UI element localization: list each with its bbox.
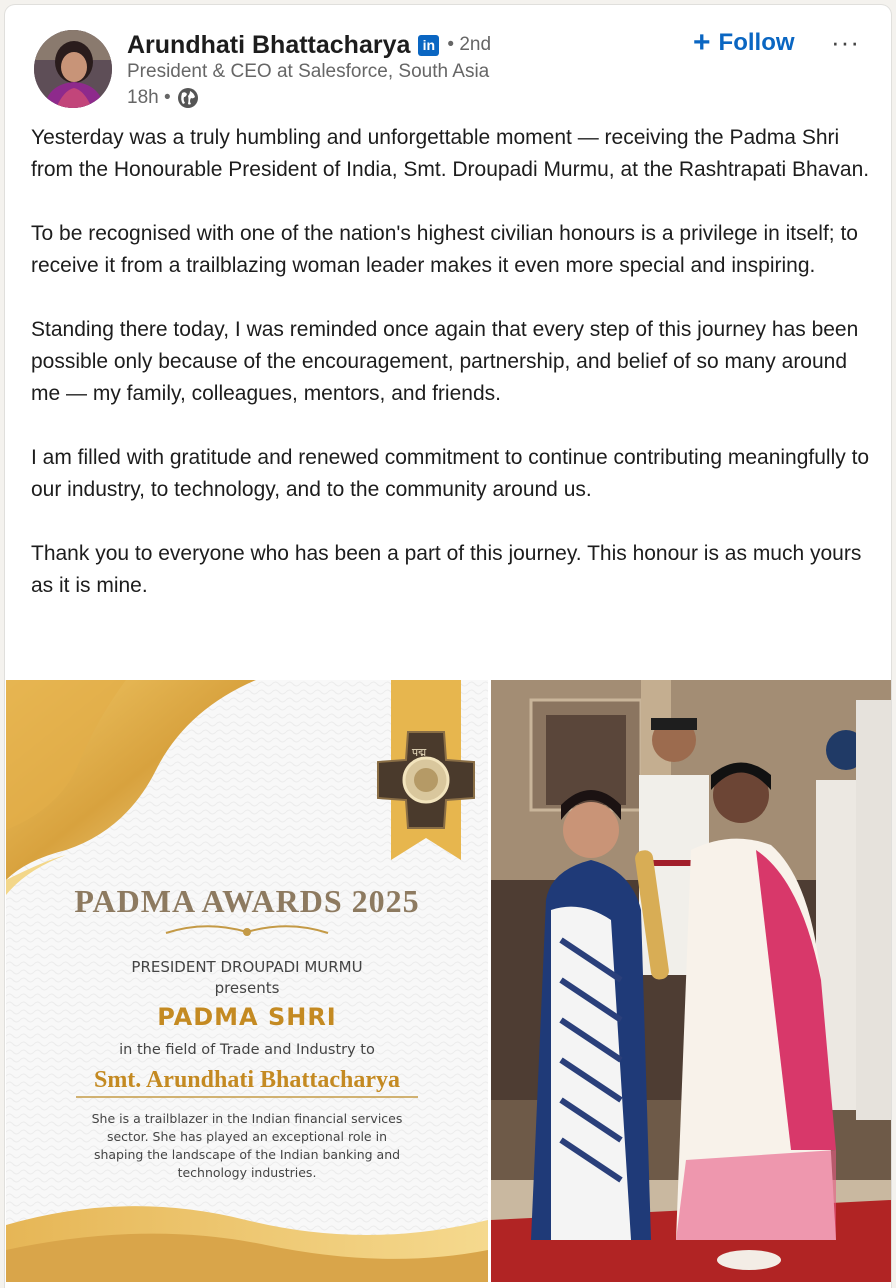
- post-paragraph-2: To be recognised with one of the nation's highest civilian honours is a privilege in itself; to receive it from a trailblazing woman leader makes it even more special and inspiring.: [31, 222, 858, 277]
- ceremony-photo[interactable]: [491, 680, 891, 1282]
- globe-icon: [177, 87, 199, 109]
- post-time: 18h •: [127, 87, 171, 108]
- more-options-icon[interactable]: ···: [831, 27, 860, 57]
- author-headline: President & CEO at Salesforce, South Asia: [127, 61, 490, 82]
- author-name[interactable]: Arundhati Bhattacharya: [127, 30, 411, 59]
- award-description-line: She is a trailblazer in the Indian financial services: [91, 1111, 403, 1126]
- post-paragraph-5: Thank you to everyone who has been a part of this journey. This honour is as much yours as it is mine.: [31, 542, 862, 597]
- linkedin-premium-icon: in: [418, 35, 439, 56]
- award-title: PADMA AWARDS 2025: [74, 883, 420, 919]
- post-meta: [127, 87, 199, 109]
- award-description-line: sector. She has played an exceptional role in: [106, 1129, 387, 1144]
- plus-icon: +: [693, 26, 711, 59]
- author-name-row: [127, 29, 491, 61]
- connection-degree: • 2nd: [447, 34, 492, 55]
- post-paragraph-4: I am filled with gratitude and renewed commitment to continue contributing meaningfully to our industry, to technology, and to the community around us.: [31, 446, 870, 501]
- award-field: in the field of Trade and Industry to: [119, 1042, 375, 1058]
- award-description-line: technology industries.: [177, 1165, 317, 1180]
- follow-label: Follow: [718, 29, 795, 56]
- award-description: [6, 1110, 488, 1182]
- award-recipient: Smt. Arundhati Bhattacharya: [93, 1067, 401, 1093]
- award-presents: presents: [214, 979, 280, 997]
- award-presenter: PRESIDENT DROUPADI MURMU: [131, 958, 363, 976]
- post-body: [31, 122, 876, 634]
- award-card-image[interactable]: [6, 680, 488, 1282]
- post-paragraph-1: Yesterday was a truly humbling and unforgettable moment — receiving the Padma Shri from the Honourable President of India, Smt. Droupadi Murmu, at the Rashtrapati Bhavan.: [31, 126, 870, 181]
- post-card: [5, 5, 891, 1288]
- author-avatar[interactable]: [34, 30, 112, 108]
- medal-text: पद्म: [411, 746, 427, 759]
- award-name: PADMA SHRI: [157, 1003, 337, 1031]
- follow-button[interactable]: [693, 25, 795, 61]
- post-paragraph-3: Standing there today, I was reminded once again that every step of this journey has been possible only because of the encouragement, partnership, and belief of so many around me — my family, colleagues, mentors, and friends.: [31, 318, 859, 405]
- award-description-line: shaping the landscape of the Indian banking and: [93, 1147, 401, 1162]
